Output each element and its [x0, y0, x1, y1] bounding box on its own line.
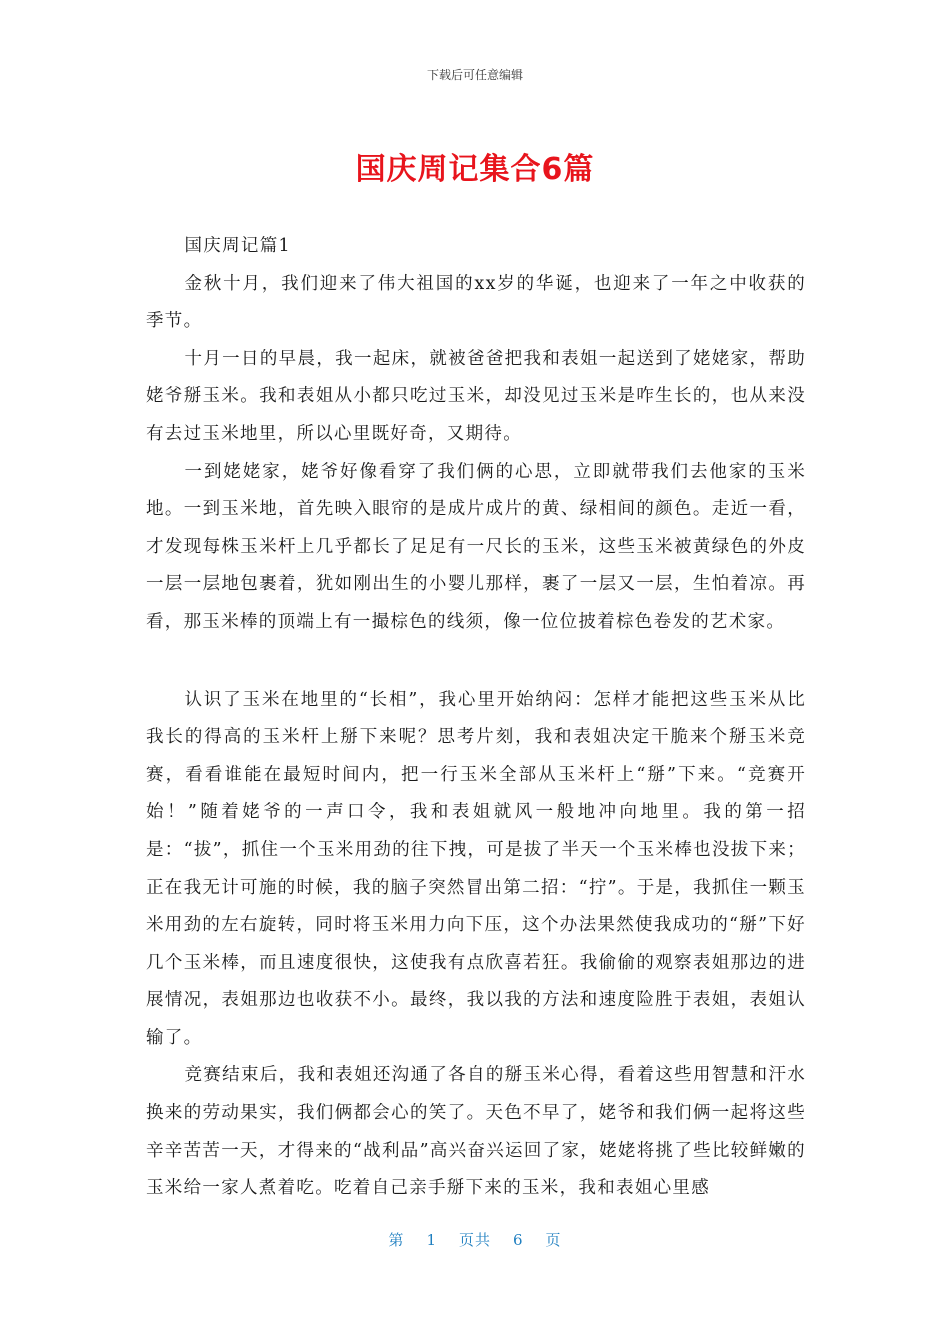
document-body [146, 228, 806, 1208]
paragraph-3: 一到姥姥家，姥爷好像看穿了我们俩的心思，立即就带我们去他家的玉米地。一到玉米地，首先映入眼帘的是成片成片的黄、绿相间的颜色。走近一看，才发现每株玉米杆上几乎都长了足足有一尺长的玉米，这些玉米被黄绿色的外皮一层一层地包裹着，犹如刚出生的小婴儿那样，裹了一层又一层，生怕着凉。再看，那玉米棒的顶端上有一撮棕色的线须，像一位位披着棕色卷发的艺术家。 [146, 461, 806, 632]
footer-middle: 页共 [458, 1231, 491, 1249]
page-footer [0, 1229, 950, 1250]
paragraph-2: 十月一日的早晨，我一起床，就被爸爸把我和表姐一起送到了姥姥家，帮助姥爷掰玉米。我和表姐从小都只吃过玉米，却没见过玉米是咋生长的，也从来没有去过玉米地里，所以心里既好奇，又期待。 [146, 348, 806, 444]
footer-suffix: 页 [545, 1231, 562, 1249]
paragraph-1: 金秋十月，我们迎来了伟大祖国的xx岁的华诞，也迎来了一年之中收获的季节。 [146, 273, 806, 332]
header-note: 下载后可任意编辑 [426, 68, 523, 82]
section-heading: 国庆周记篇1 [184, 236, 291, 256]
footer-current-page: 1 [426, 1231, 437, 1249]
paragraph-5: 竞赛结束后，我和表姐还沟通了各自的掰玉米心得，看着这些用智慧和汗水换来的劳动果实，我们俩都会心的笑了。天色不早了，姥爷和我们俩一起将这些辛辛苦苦一天，才得来的“战利品”高兴奋兴运回了家，姥姥将挑了些比较鲜嫩的玉米给一家人煮着吃。吃着自己亲手掰下来的玉米，我和表姐心里感 [146, 1065, 806, 1199]
footer-prefix: 第 [388, 1231, 405, 1249]
document-title: 国庆周记集合6篇 [355, 152, 595, 187]
footer-total-pages: 6 [513, 1231, 524, 1249]
paragraph-4: 认识了玉米在地里的“长相”，我心里开始纳闷：怎样才能把这些玉米从比我长的得高的玉米杆上掰下来呢？思考片刻，我和表姐决定干脆来个掰玉米竞赛，看看谁能在最短时间内，把一行玉米全部从玉米杆上“掰”下来。“竞赛开始！”随着姥爷的一声口令，我和表姐就风一般地冲向地里。我的第一招是：“拔”，抓住一个玉米用劲的往下拽，可是拔了半天一个玉米棒也没拔下来；正在我无计可施的时候，我的脑子突然冒出第二招：“拧”。于是，我抓住一颗玉米用劲的左右旋转，同时将玉米用力向下压，这个办法果然使我成功的“掰”下好几个玉米棒，而且速度很快，这使我有点欣喜若狂。我偷偷的观察表姐那边的进展情况，表姐那边也收获不小。最终，我以我的方法和速度险胜于表姐，表姐认输了。 [146, 689, 806, 1048]
